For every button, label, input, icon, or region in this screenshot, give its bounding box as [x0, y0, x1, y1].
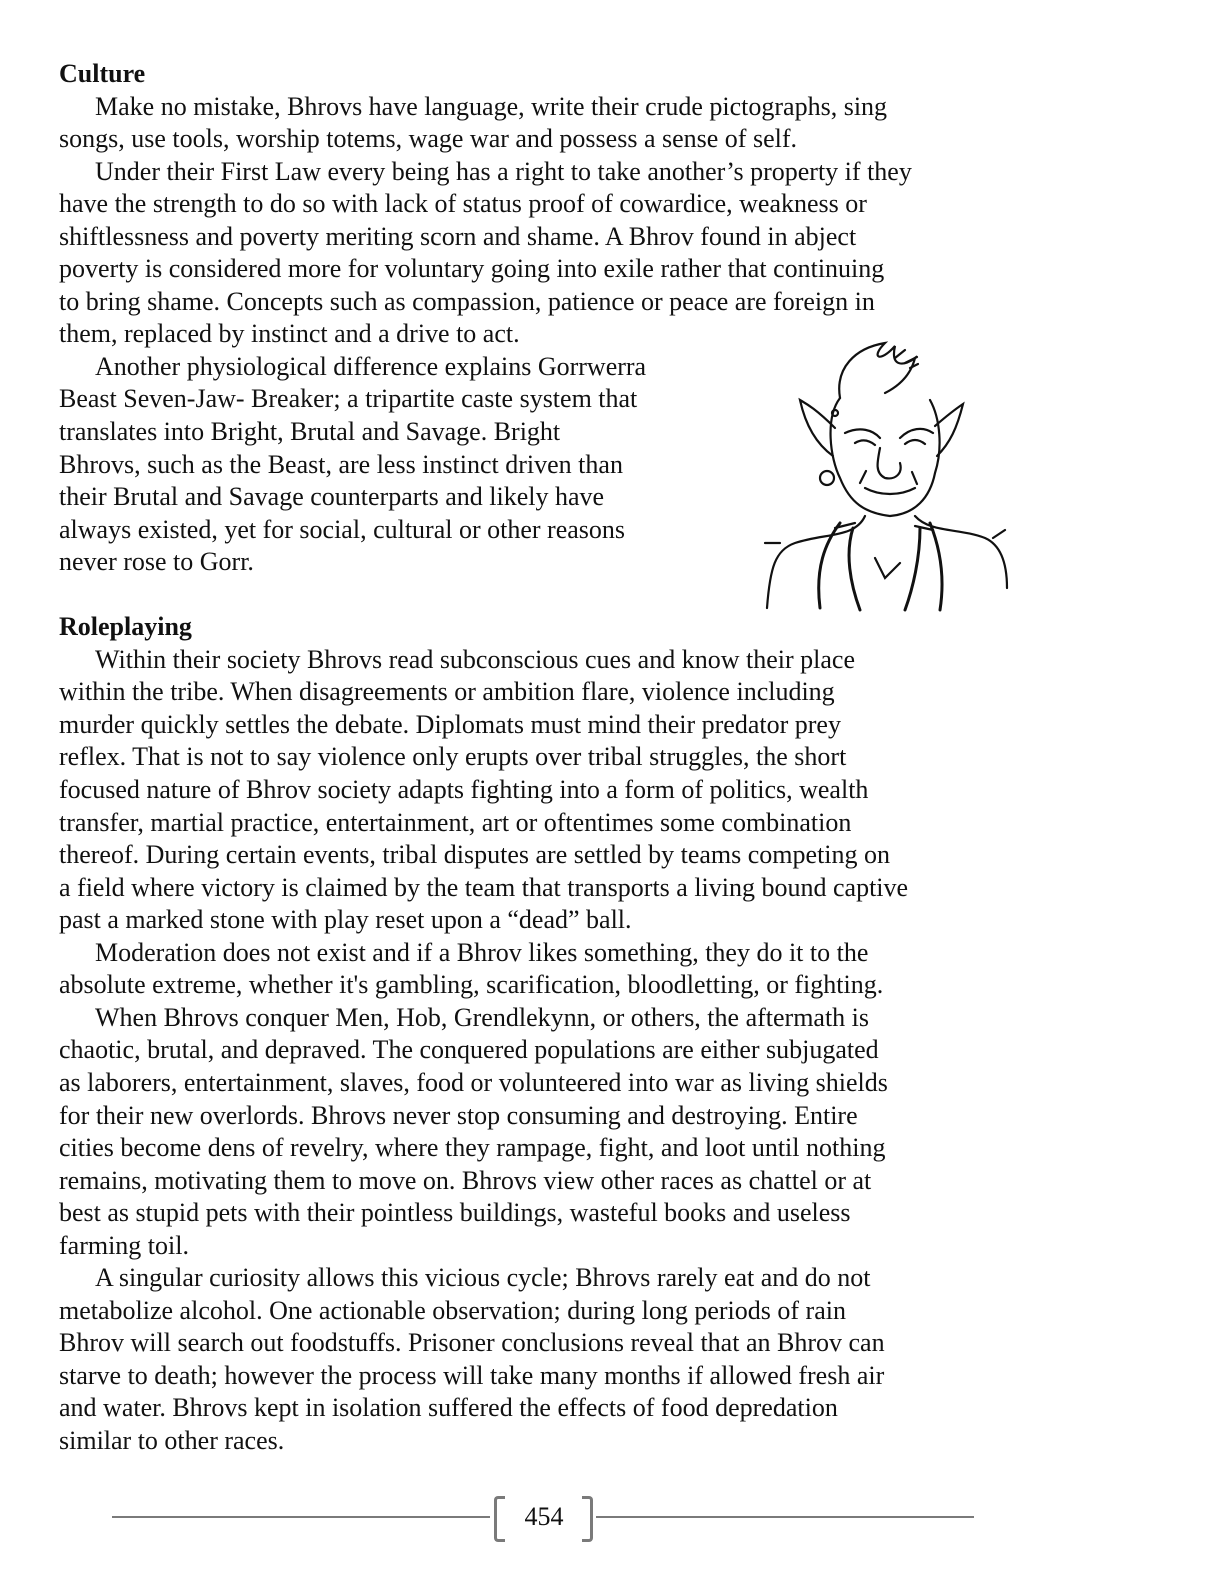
paragraph-line: as laborers, entertainment, slaves, food or volunteered into war as living shields — [59, 1067, 888, 1097]
paragraph-line: always existed, yet for social, cultural or other reasons — [59, 514, 626, 544]
paragraph-line: A singular curiosity allows this vicious cycle; Bhrovs rarely eat and do not — [95, 1263, 871, 1293]
paragraph-line: thereof. During certain events, tribal disputes are settled by teams competing on — [59, 840, 891, 870]
paragraph-line: focused nature of Bhrov society adapts fighting into a form of politics, wealth — [59, 775, 869, 805]
paragraph-line: similar to other races. — [59, 1425, 285, 1455]
section-heading: Culture — [59, 59, 146, 88]
paragraph-line: them, replaced by instinct and a drive to act. — [59, 319, 520, 349]
paragraph-line: remains, motivating them to move on. Bhrovs view other races as chattel or at — [59, 1165, 872, 1195]
right-bracket — [582, 1496, 593, 1542]
paragraph-line: songs, use tools, worship totems, wage war and possess a sense of self. — [59, 124, 798, 154]
footer-rule-left — [112, 1516, 490, 1518]
paragraph-line: have the strength to do so with lack of status proof of cowardice, weakness or — [59, 189, 867, 219]
paragraph-line: best as stupid pets with their pointless buildings, wasteful books and useless — [59, 1198, 851, 1228]
paragraph-line: absolute extreme, whether it's gambling, scarification, bloodletting, or fighting. — [59, 970, 884, 1000]
paragraph-line: poverty is considered more for voluntary going into exile rather that continuing — [59, 254, 885, 284]
paragraph-line: Within their society Bhrovs read subconscious cues and know their place — [95, 644, 855, 674]
paragraph-line: shiftlessness and poverty meriting scorn and shame. A Bhrov found in abject — [59, 221, 857, 251]
paragraph-line: their Brutal and Savage counterparts and likely have — [59, 482, 605, 512]
paragraph-line: and water. Bhrovs kept in isolation suffered the effects of food depredation — [59, 1393, 838, 1423]
paragraph-line: within the tribe. When disagreements or ambition flare, violence including — [59, 677, 835, 707]
paragraph-line: Moderation does not exist and if a Bhrov likes something, they do it to the — [95, 937, 869, 967]
paragraph-line: to bring shame. Concepts such as compassion, patience or peace are foreign in — [59, 286, 875, 316]
paragraph-line: Another physiological difference explains Gorrwerra — [95, 351, 647, 381]
footer-rule-right — [596, 1516, 974, 1518]
bhrov-illustration — [745, 338, 1015, 616]
paragraph-line: reflex. That is not to say violence only erupts over tribal struggles, the short — [59, 742, 847, 772]
paragraph-line: murder quickly settles the debate. Diplomats must mind their predator prey — [59, 709, 841, 739]
paragraph-line: Beast Seven-Jaw- Breaker; a tripartite caste system that — [59, 384, 638, 414]
paragraph-line: translates into Bright, Brutal and Savage. Bright — [59, 417, 561, 447]
body-text — [59, 58, 1039, 1458]
paragraph-line: a field where victory is claimed by the team that transports a living bound captive — [59, 872, 909, 902]
paragraph-line: never rose to Gorr. — [59, 547, 254, 577]
paragraph-line: Under their First Law every being has a right to take another’s property if they — [95, 156, 912, 186]
paragraph-line: chaotic, brutal, and depraved. The conquered populations are either subjugated — [59, 1035, 879, 1065]
paragraph-line: farming toil. — [59, 1230, 189, 1260]
paragraph-line: metabolize alcohol. One actionable observation; during long periods of rain — [59, 1295, 846, 1325]
paragraph-line: Make no mistake, Bhrovs have language, write their crude pictographs, sing — [95, 91, 888, 121]
paragraph-line: past a marked stone with play reset upon a “dead” ball. — [59, 905, 632, 935]
paragraph-line: starve to death; however the process will take many months if allowed fresh air — [59, 1360, 885, 1390]
page-number: 454 — [524, 1502, 564, 1531]
paragraph-line: for their new overlords. Bhrovs never stop consuming and destroying. Entire — [59, 1100, 858, 1130]
paragraph-line: cities become dens of revelry, where they rampage, fight, and loot until nothing — [59, 1133, 886, 1163]
left-bracket — [494, 1496, 505, 1542]
section-heading: Roleplaying — [59, 612, 192, 642]
paragraph-line: transfer, martial practice, entertainment, art or oftentimes some combination — [59, 807, 852, 837]
paragraph-line: Bhrov will search out foodstuffs. Prisoner conclusions reveal that an Bhrov can — [59, 1328, 885, 1358]
page-footer — [112, 1494, 974, 1544]
paragraph-line: Bhrovs, such as the Beast, are less instinct driven than — [59, 449, 623, 479]
paragraph-line: When Bhrovs conquer Men, Hob, Grendlekynn, or others, the aftermath is — [95, 1002, 870, 1032]
